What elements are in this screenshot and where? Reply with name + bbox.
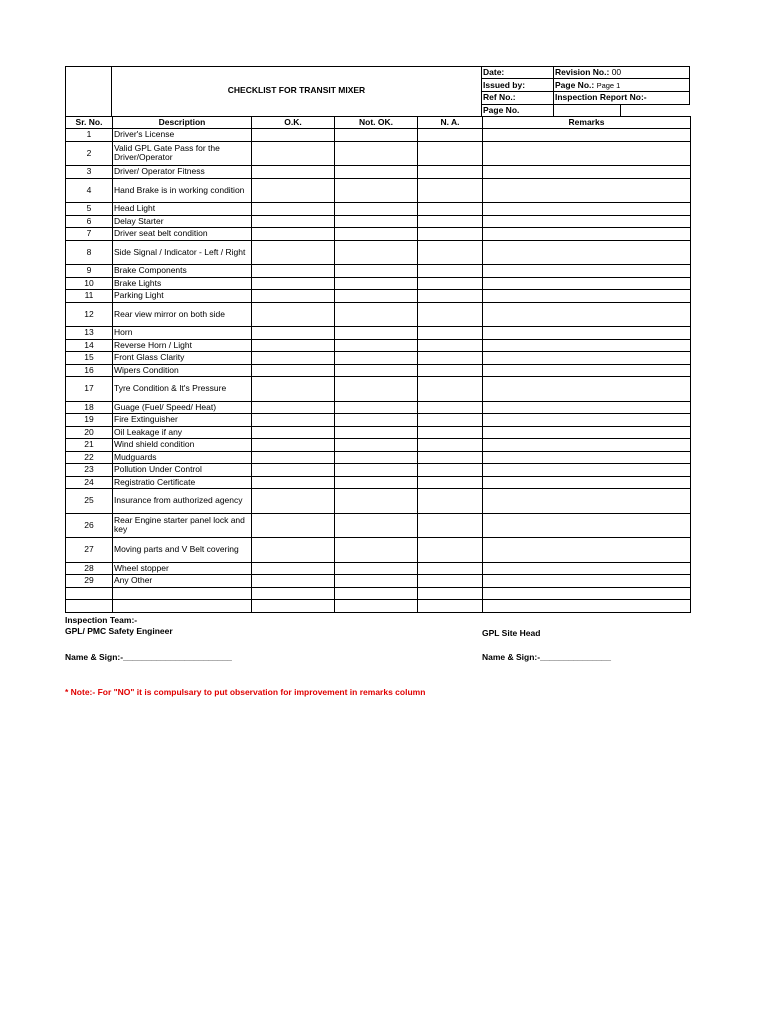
row-description: Driver seat belt condition	[113, 228, 252, 241]
row-description: Registratio Certificate	[113, 476, 252, 489]
revision-label: Revision No.:	[555, 67, 610, 77]
row-not-ok-cell[interactable]	[335, 339, 418, 352]
row-not-ok-cell[interactable]	[335, 439, 418, 452]
row-sr-no: 18	[66, 401, 113, 414]
row-not-ok-cell[interactable]	[335, 141, 418, 166]
row-remarks-cell[interactable]	[483, 538, 691, 563]
row-na-cell[interactable]	[418, 302, 483, 327]
row-description: Side Signal / Indicator - Left / Right	[113, 240, 252, 265]
row-description: Any Other	[113, 575, 252, 588]
row-sr-no: 26	[66, 513, 113, 538]
row-na-cell[interactable]	[418, 575, 483, 588]
table-row	[66, 464, 691, 477]
row-remarks-cell[interactable]	[483, 228, 691, 241]
row-description: Fire Extinguisher	[113, 414, 252, 427]
row-remarks-cell[interactable]	[483, 265, 691, 278]
row-remarks-cell[interactable]	[483, 203, 691, 216]
row-remarks-cell[interactable]	[483, 476, 691, 489]
row-remarks-cell[interactable]	[483, 426, 691, 439]
gpl-site-head-label: GPL Site Head	[482, 628, 541, 638]
row-ok-cell[interactable]	[252, 451, 335, 464]
row-sr-no: 12	[66, 302, 113, 327]
row-na-cell[interactable]	[418, 513, 483, 538]
row-na-cell[interactable]	[418, 339, 483, 352]
row-not-ok-cell[interactable]	[335, 240, 418, 265]
page-no-2	[555, 80, 620, 91]
row-na-cell[interactable]	[418, 401, 483, 414]
row-remarks-cell[interactable]	[483, 141, 691, 166]
row-na-cell[interactable]	[418, 587, 483, 600]
row-not-ok-cell[interactable]	[335, 377, 418, 402]
row-ok-cell[interactable]	[252, 178, 335, 203]
row-not-ok-cell[interactable]	[335, 203, 418, 216]
row-remarks-cell[interactable]	[483, 277, 691, 290]
row-remarks-cell[interactable]	[483, 364, 691, 377]
row-sr-no: 16	[66, 364, 113, 377]
checklist-table	[65, 116, 691, 613]
row-ok-cell[interactable]	[252, 166, 335, 179]
gpl-pmc-engineer-label: GPL/ PMC Safety Engineer	[65, 626, 173, 636]
issued-by-label: Issued by:	[483, 80, 526, 90]
row-description: Mudguards	[113, 451, 252, 464]
row-na-cell[interactable]	[418, 538, 483, 563]
row-remarks-cell[interactable]	[483, 166, 691, 179]
row-ok-cell[interactable]	[252, 141, 335, 166]
row-ok-cell[interactable]	[252, 513, 335, 538]
row-ok-cell[interactable]	[252, 401, 335, 414]
col-header-not-ok: Not. OK.	[335, 117, 418, 129]
row-na-cell[interactable]	[418, 439, 483, 452]
name-sign-left: Name & Sign:-_______________________	[65, 652, 232, 662]
row-not-ok-cell[interactable]	[335, 178, 418, 203]
col-header-sr-no: Sr. No.	[66, 117, 113, 129]
page-no-2-label: Page No.:	[555, 80, 595, 90]
row-sr-no: 10	[66, 277, 113, 290]
row-na-cell[interactable]	[418, 215, 483, 228]
row-description: Reverse Horn / Light	[113, 339, 252, 352]
row-remarks-cell[interactable]	[483, 377, 691, 402]
row-sr-no: 24	[66, 476, 113, 489]
row-sr-no: 1	[66, 129, 113, 142]
row-na-cell[interactable]	[418, 203, 483, 216]
name-sign-right: Name & Sign:-_______________	[482, 652, 611, 662]
row-na-cell[interactable]	[418, 377, 483, 402]
row-remarks-cell[interactable]	[483, 489, 691, 514]
row-description: Guage (Fuel/ Speed/ Heat)	[113, 401, 252, 414]
row-description: Wheel stopper	[113, 562, 252, 575]
row-ok-cell[interactable]	[252, 277, 335, 290]
table-row	[66, 451, 691, 464]
revision-value: 00	[611, 67, 622, 77]
row-ok-cell[interactable]	[252, 426, 335, 439]
table-row	[66, 302, 691, 327]
row-not-ok-cell[interactable]	[335, 451, 418, 464]
row-ok-cell[interactable]	[252, 464, 335, 477]
row-sr-no: 25	[66, 489, 113, 514]
row-ok-cell[interactable]	[252, 352, 335, 365]
row-ok-cell[interactable]	[252, 377, 335, 402]
row-description: Pollution Under Control	[113, 464, 252, 477]
row-remarks-cell[interactable]	[483, 439, 691, 452]
row-remarks-cell[interactable]	[483, 464, 691, 477]
row-sr-no: 27	[66, 538, 113, 563]
row-ok-cell[interactable]	[252, 302, 335, 327]
row-not-ok-cell[interactable]	[335, 513, 418, 538]
row-na-cell[interactable]	[418, 327, 483, 340]
row-description: Hand Brake is in working condition	[113, 178, 252, 203]
row-not-ok-cell[interactable]	[335, 476, 418, 489]
header-left-cell	[65, 66, 112, 117]
table-row	[66, 513, 691, 538]
table-row	[66, 377, 691, 402]
row-sr-no: 6	[66, 215, 113, 228]
table-row	[66, 476, 691, 489]
row-na-cell[interactable]	[418, 451, 483, 464]
row-sr-no: 11	[66, 290, 113, 303]
row-sr-no	[66, 587, 113, 600]
row-sr-no: 17	[66, 377, 113, 402]
row-not-ok-cell[interactable]	[335, 228, 418, 241]
row-not-ok-cell[interactable]	[335, 327, 418, 340]
row-remarks-cell[interactable]	[483, 178, 691, 203]
table-row	[66, 562, 691, 575]
table-row	[66, 352, 691, 365]
row-na-cell[interactable]	[418, 464, 483, 477]
row-ok-cell[interactable]	[252, 587, 335, 600]
row-description: Wind shield condition	[113, 439, 252, 452]
row-ok-cell[interactable]	[252, 129, 335, 142]
row-ok-cell[interactable]	[252, 265, 335, 278]
row-description: Brake Components	[113, 265, 252, 278]
col-header-description: Description	[113, 117, 252, 129]
row-ok-cell[interactable]	[252, 538, 335, 563]
row-description: Head Light	[113, 203, 252, 216]
row-na-cell[interactable]	[418, 228, 483, 241]
row-remarks-cell[interactable]	[483, 352, 691, 365]
row-sr-no: 15	[66, 352, 113, 365]
row-not-ok-cell[interactable]	[335, 414, 418, 427]
row-na-cell[interactable]	[418, 129, 483, 142]
row-sr-no: 7	[66, 228, 113, 241]
row-na-cell[interactable]	[418, 141, 483, 166]
table-row	[66, 327, 691, 340]
date-label: Date:	[483, 67, 505, 77]
row-not-ok-cell[interactable]	[335, 538, 418, 563]
row-na-cell[interactable]	[418, 562, 483, 575]
row-sr-no: 3	[66, 166, 113, 179]
table-row	[66, 215, 691, 228]
row-sr-no: 9	[66, 265, 113, 278]
row-not-ok-cell[interactable]	[335, 562, 418, 575]
row-not-ok-cell[interactable]	[335, 364, 418, 377]
row-description: Oil Leakage if any	[113, 426, 252, 439]
row-na-cell[interactable]	[418, 489, 483, 514]
row-remarks-cell[interactable]	[483, 401, 691, 414]
row-sr-no: 2	[66, 141, 113, 166]
row-ok-cell[interactable]	[252, 240, 335, 265]
col-header-na: N. A.	[418, 117, 483, 129]
row-not-ok-cell[interactable]	[335, 401, 418, 414]
row-sr-no: 22	[66, 451, 113, 464]
row-na-cell[interactable]	[418, 600, 483, 613]
row-not-ok-cell[interactable]	[335, 587, 418, 600]
row-remarks-cell[interactable]	[483, 562, 691, 575]
row-description: Front Glass Clarity	[113, 352, 252, 365]
row-na-cell[interactable]	[418, 265, 483, 278]
table-row	[66, 129, 691, 142]
page-no-label: Page No.	[483, 105, 520, 115]
table-row	[66, 600, 691, 613]
row-remarks-cell[interactable]	[483, 240, 691, 265]
row-na-cell[interactable]	[418, 476, 483, 489]
row-remarks-cell[interactable]	[483, 327, 691, 340]
row-not-ok-cell[interactable]	[335, 166, 418, 179]
row-ok-cell[interactable]	[252, 339, 335, 352]
page-title: CHECKLIST FOR TRANSIT MIXER	[227, 85, 366, 95]
row-description	[113, 587, 252, 600]
row-not-ok-cell[interactable]	[335, 575, 418, 588]
inspection-team-label: Inspection Team:-	[65, 615, 138, 625]
row-ok-cell[interactable]	[252, 215, 335, 228]
row-na-cell[interactable]	[418, 364, 483, 377]
table-row	[66, 414, 691, 427]
row-na-cell[interactable]	[418, 414, 483, 427]
row-not-ok-cell[interactable]	[335, 489, 418, 514]
row-description: Driver's License	[113, 129, 252, 142]
table-row	[66, 228, 691, 241]
row-not-ok-cell[interactable]	[335, 302, 418, 327]
row-remarks-cell[interactable]	[483, 587, 691, 600]
row-remarks-cell[interactable]	[483, 451, 691, 464]
row-ok-cell[interactable]	[252, 364, 335, 377]
row-remarks-cell[interactable]	[483, 339, 691, 352]
row-sr-no: 4	[66, 178, 113, 203]
table-row	[66, 364, 691, 377]
row-ok-cell[interactable]	[252, 414, 335, 427]
row-sr-no: 8	[66, 240, 113, 265]
row-sr-no: 23	[66, 464, 113, 477]
table-row	[66, 439, 691, 452]
table-row	[66, 426, 691, 439]
row-description: Moving parts and V Belt covering	[113, 538, 252, 563]
row-description	[113, 600, 252, 613]
table-row	[66, 538, 691, 563]
table-row	[66, 265, 691, 278]
row-sr-no: 21	[66, 439, 113, 452]
row-description: Delay Starter	[113, 215, 252, 228]
row-na-cell[interactable]	[418, 178, 483, 203]
row-sr-no: 20	[66, 426, 113, 439]
row-remarks-cell[interactable]	[483, 414, 691, 427]
row-sr-no: 28	[66, 562, 113, 575]
table-row	[66, 489, 691, 514]
row-na-cell[interactable]	[418, 166, 483, 179]
row-ok-cell[interactable]	[252, 327, 335, 340]
row-remarks-cell[interactable]	[483, 600, 691, 613]
table-row	[66, 166, 691, 179]
row-description: Valid GPL Gate Pass for the Driver/Operator	[113, 141, 252, 166]
note-text: * Note:- For "NO" it is compulsary to put observation for improvement in remarks column	[65, 687, 426, 697]
row-not-ok-cell[interactable]	[335, 464, 418, 477]
table-row	[66, 203, 691, 216]
table-row	[66, 290, 691, 303]
row-sr-no: 14	[66, 339, 113, 352]
row-description: Insurance from authorized agency	[113, 489, 252, 514]
row-description: Wipers Condition	[113, 364, 252, 377]
row-ok-cell[interactable]	[252, 228, 335, 241]
row-remarks-cell[interactable]	[483, 215, 691, 228]
row-remarks-cell[interactable]	[483, 575, 691, 588]
row-sr-no: 13	[66, 327, 113, 340]
table-row	[66, 401, 691, 414]
col-header-ok: O.K.	[252, 117, 335, 129]
row-ok-cell[interactable]	[252, 575, 335, 588]
row-not-ok-cell[interactable]	[335, 290, 418, 303]
row-not-ok-cell[interactable]	[335, 129, 418, 142]
row-sr-no: 29	[66, 575, 113, 588]
row-na-cell[interactable]	[418, 277, 483, 290]
row-na-cell[interactable]	[418, 240, 483, 265]
row-not-ok-cell[interactable]	[335, 352, 418, 365]
ref-no-label: Ref No.:	[483, 92, 516, 102]
row-description: Tyre Condition & It's Pressure	[113, 377, 252, 402]
table-row	[66, 141, 691, 166]
row-not-ok-cell[interactable]	[335, 600, 418, 613]
row-remarks-cell[interactable]	[483, 513, 691, 538]
row-na-cell[interactable]	[418, 426, 483, 439]
table-row	[66, 587, 691, 600]
row-description: Brake Lights	[113, 277, 252, 290]
row-remarks-cell[interactable]	[483, 129, 691, 142]
row-ok-cell[interactable]	[252, 290, 335, 303]
table-row	[66, 339, 691, 352]
inspection-report-label: Inspection Report No:-	[555, 92, 647, 102]
row-not-ok-cell[interactable]	[335, 215, 418, 228]
table-row	[66, 240, 691, 265]
row-sr-no	[66, 600, 113, 613]
row-description: Driver/ Operator Fitness	[113, 166, 252, 179]
row-na-cell[interactable]	[418, 352, 483, 365]
row-na-cell[interactable]	[418, 290, 483, 303]
row-remarks-cell[interactable]	[483, 302, 691, 327]
row-ok-cell[interactable]	[252, 439, 335, 452]
row-remarks-cell[interactable]	[483, 290, 691, 303]
row-description: Parking Light	[113, 290, 252, 303]
col-header-remarks: Remarks	[483, 117, 691, 129]
row-sr-no: 5	[66, 203, 113, 216]
row-not-ok-cell[interactable]	[335, 426, 418, 439]
row-ok-cell[interactable]	[252, 476, 335, 489]
checklist-body	[66, 129, 691, 613]
row-not-ok-cell[interactable]	[335, 277, 418, 290]
table-row	[66, 575, 691, 588]
revision-no	[555, 67, 621, 77]
row-ok-cell[interactable]	[252, 562, 335, 575]
row-description: Rear Engine starter panel lock and key	[113, 513, 252, 538]
row-description: Rear view mirror on both side	[113, 302, 252, 327]
row-ok-cell[interactable]	[252, 489, 335, 514]
row-not-ok-cell[interactable]	[335, 265, 418, 278]
row-ok-cell[interactable]	[252, 203, 335, 216]
table-row	[66, 277, 691, 290]
table-row	[66, 178, 691, 203]
page-no-2-value: Page 1	[596, 81, 621, 90]
row-ok-cell[interactable]	[252, 600, 335, 613]
row-description: Horn	[113, 327, 252, 340]
row-sr-no: 19	[66, 414, 113, 427]
table-header-row	[66, 117, 691, 129]
